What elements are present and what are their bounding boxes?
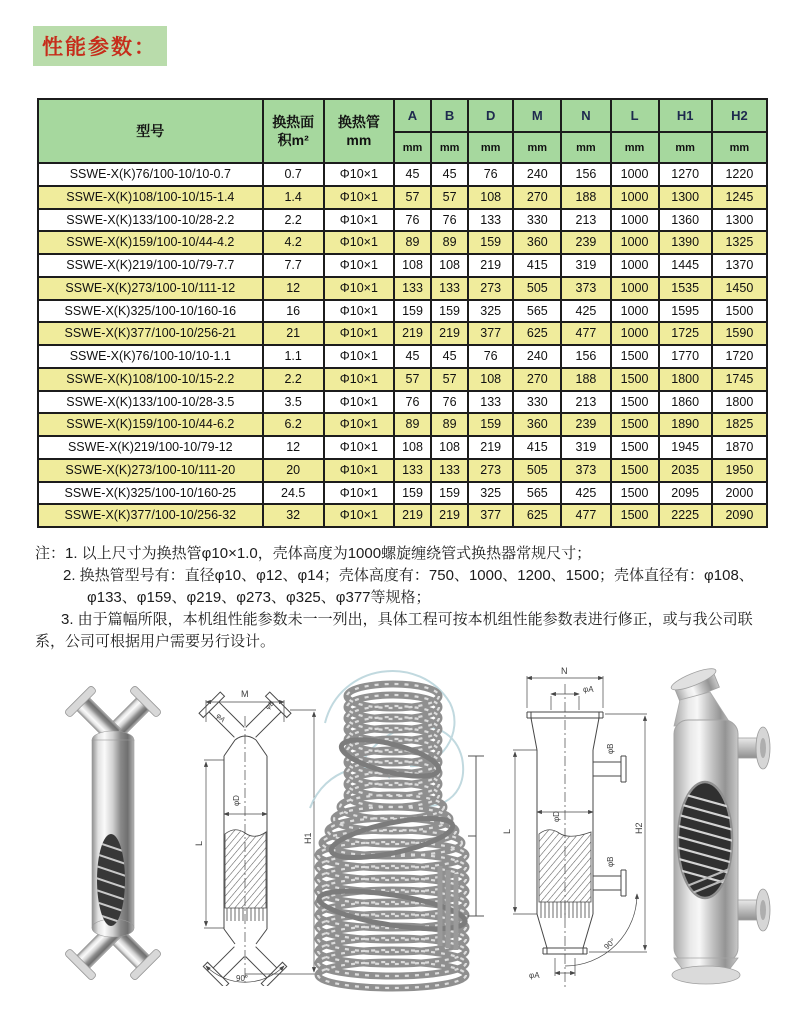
dim-cell: 1745 bbox=[712, 368, 767, 391]
dim-cell: 45 bbox=[394, 345, 431, 368]
table-row bbox=[38, 277, 767, 300]
dim-cell: 1000 bbox=[611, 186, 659, 209]
dim-cell: 325 bbox=[468, 482, 513, 505]
dim-cell: 360 bbox=[513, 413, 561, 436]
dim-cell: 1000 bbox=[611, 300, 659, 323]
model-cell: SSWE-X(K)377/100-10/256-32 bbox=[38, 504, 263, 527]
area-cell: 7.7 bbox=[263, 254, 324, 277]
dim-cell: 415 bbox=[513, 254, 561, 277]
dim-label-l: L bbox=[502, 828, 512, 834]
dim-cell: 1500 bbox=[611, 482, 659, 505]
tube-cell: Φ10×1 bbox=[324, 413, 394, 436]
col-header-area bbox=[263, 99, 324, 163]
dim-cell: 76 bbox=[394, 391, 431, 414]
tube-cell: Φ10×1 bbox=[324, 163, 394, 186]
dim-cell: 319 bbox=[561, 436, 610, 459]
area-cell: 2.2 bbox=[263, 368, 324, 391]
top-nozzle-left bbox=[240, 692, 291, 743]
tube-cell: Φ10×1 bbox=[324, 391, 394, 414]
model-cell: SSWE-X(K)273/100-10/111-12 bbox=[38, 277, 263, 300]
dim-cell: 159 bbox=[468, 413, 513, 436]
dim-label-d: φD bbox=[232, 795, 241, 806]
dim-cell: 1500 bbox=[611, 459, 659, 482]
dim-cell: 477 bbox=[561, 504, 610, 527]
large-exchanger-image bbox=[652, 662, 792, 992]
dim-cell: 1950 bbox=[712, 459, 767, 482]
dim-cell: 213 bbox=[561, 391, 610, 414]
dim-cell: 1890 bbox=[659, 413, 712, 436]
dim-cell: 89 bbox=[394, 231, 431, 254]
spec-table bbox=[37, 98, 768, 528]
dim-cell: 1220 bbox=[712, 163, 767, 186]
dim-cell: 108 bbox=[468, 186, 513, 209]
table-row bbox=[38, 300, 767, 323]
dim-cell: 219 bbox=[431, 322, 468, 345]
dim-cell: 425 bbox=[561, 482, 610, 505]
tube-cell: Φ10×1 bbox=[324, 186, 394, 209]
model-cell: SSWE-X(K)325/100-10/160-25 bbox=[38, 482, 263, 505]
unit-header: mm bbox=[468, 132, 513, 163]
dim-cell: 76 bbox=[431, 209, 468, 232]
area-cell: 12 bbox=[263, 277, 324, 300]
table-row bbox=[38, 322, 767, 345]
dim-cell: 1500 bbox=[611, 345, 659, 368]
dim-cell: 159 bbox=[394, 300, 431, 323]
unit-header: mm bbox=[712, 132, 767, 163]
dim-cell: 1725 bbox=[659, 322, 712, 345]
dim-cell: 2225 bbox=[659, 504, 712, 527]
dim-cell: 1000 bbox=[611, 254, 659, 277]
dim-cell: 76 bbox=[468, 345, 513, 368]
dim-cell: 108 bbox=[394, 436, 431, 459]
area-cell: 2.2 bbox=[263, 209, 324, 232]
dim-cell: 76 bbox=[468, 163, 513, 186]
dim-cell: 45 bbox=[431, 345, 468, 368]
note-line-1: 注：1. 以上尺寸为换热管φ10×1.0，壳体高度为1000螺旋缠绕管式换热器常规尺寸； bbox=[35, 545, 592, 562]
model-cell: SSWE-X(K)108/100-10/15-2.2 bbox=[38, 368, 263, 391]
unit-header: mm bbox=[611, 132, 659, 163]
dim-cell: 1000 bbox=[611, 209, 659, 232]
dim-cell: 219 bbox=[394, 504, 431, 527]
dim-label-b-lower: φB bbox=[606, 856, 615, 867]
dim-cell: 89 bbox=[431, 413, 468, 436]
col-header-dim: A bbox=[394, 99, 431, 132]
dim-cell: 1300 bbox=[659, 186, 712, 209]
table-row bbox=[38, 345, 767, 368]
dim-label-d: φD bbox=[552, 811, 561, 822]
model-cell: SSWE-X(K)377/100-10/256-21 bbox=[38, 322, 263, 345]
dim-label-b-upper: φB bbox=[606, 743, 615, 754]
dim-cell: 330 bbox=[513, 209, 561, 232]
col-header-dim: H2 bbox=[712, 99, 767, 132]
dim-label-h2: H2 bbox=[634, 822, 644, 834]
tube-cell: Φ10×1 bbox=[324, 436, 394, 459]
area-header-line2: 积m² bbox=[277, 132, 309, 148]
dim-cell: 377 bbox=[468, 504, 513, 527]
tube-cell: Φ10×1 bbox=[324, 459, 394, 482]
dim-cell: 108 bbox=[431, 254, 468, 277]
bottom-flange bbox=[672, 966, 740, 984]
area-cell: 21 bbox=[263, 322, 324, 345]
bottom-cone bbox=[224, 929, 267, 944]
tube-header-line1: 换热管 bbox=[337, 113, 380, 130]
dim-cell: 1000 bbox=[611, 322, 659, 345]
tube-cell: Φ10×1 bbox=[324, 504, 394, 527]
dim-cell: 219 bbox=[431, 504, 468, 527]
dim-cell: 1590 bbox=[712, 322, 767, 345]
dim-cell: 133 bbox=[431, 459, 468, 482]
dim-cell: 57 bbox=[431, 186, 468, 209]
dim-cell: 1325 bbox=[712, 231, 767, 254]
area-cell: 32 bbox=[263, 504, 324, 527]
tube-cell: Φ10×1 bbox=[324, 482, 394, 505]
dim-cell: 1500 bbox=[712, 300, 767, 323]
col-header-tube bbox=[324, 99, 394, 163]
col-header-dim: M bbox=[513, 99, 561, 132]
dim-cell: 319 bbox=[561, 254, 610, 277]
dim-cell: 1535 bbox=[659, 277, 712, 300]
dim-cell: 108 bbox=[468, 368, 513, 391]
dim-cell: 1500 bbox=[611, 368, 659, 391]
table-row bbox=[38, 436, 767, 459]
lower-right-nozzle bbox=[738, 889, 770, 931]
dim-label-h1: H1 bbox=[303, 832, 313, 844]
dim-label-angle: 90° bbox=[236, 974, 249, 983]
tube-cell: Φ10×1 bbox=[324, 277, 394, 300]
dim-cell: 108 bbox=[394, 254, 431, 277]
col-header-dim: H1 bbox=[659, 99, 712, 132]
dim-label-angle: 90° bbox=[602, 936, 618, 952]
dim-cell: 159 bbox=[431, 300, 468, 323]
col-header-dim: B bbox=[431, 99, 468, 132]
table-row bbox=[38, 163, 767, 186]
dim-cell: 2000 bbox=[712, 482, 767, 505]
upper-right-nozzle bbox=[738, 727, 770, 769]
dim-cell: 89 bbox=[431, 231, 468, 254]
height-dimension-line bbox=[468, 756, 484, 916]
dim-cell: 2090 bbox=[712, 504, 767, 527]
dim-cell: 133 bbox=[468, 209, 513, 232]
coil-bundle-image bbox=[300, 648, 485, 993]
tube-cell: Φ10×1 bbox=[324, 345, 394, 368]
notes-block bbox=[35, 543, 772, 653]
dim-cell: 1300 bbox=[712, 209, 767, 232]
dim-cell: 1800 bbox=[712, 391, 767, 414]
figure-photo-large-exchanger bbox=[652, 662, 792, 992]
model-cell: SSWE-X(K)133/100-10/28-2.2 bbox=[38, 209, 263, 232]
dim-cell: 373 bbox=[561, 459, 610, 482]
area-cell: 16 bbox=[263, 300, 324, 323]
dim-cell: 325 bbox=[468, 300, 513, 323]
table-row bbox=[38, 231, 767, 254]
table-row bbox=[38, 209, 767, 232]
dim-label-n: N bbox=[561, 666, 568, 676]
dim-cell: 1245 bbox=[712, 186, 767, 209]
model-cell: SSWE-X(K)133/100-10/28-3.5 bbox=[38, 391, 263, 414]
model-cell: SSWE-X(K)219/100-10/79-12 bbox=[38, 436, 263, 459]
area-cell: 0.7 bbox=[263, 163, 324, 186]
dim-label-m: M bbox=[241, 689, 249, 699]
dim-cell: 425 bbox=[561, 300, 610, 323]
dim-cell: 377 bbox=[468, 322, 513, 345]
dim-cell: 1825 bbox=[712, 413, 767, 436]
unit-header: mm bbox=[659, 132, 712, 163]
dim-cell: 1000 bbox=[611, 231, 659, 254]
dim-cell: 1870 bbox=[712, 436, 767, 459]
dim-label-b: φB bbox=[264, 699, 276, 712]
model-cell: SSWE-X(K)325/100-10/160-16 bbox=[38, 300, 263, 323]
dimension-lines bbox=[513, 676, 647, 976]
dim-cell: 159 bbox=[468, 231, 513, 254]
model-cell: SSWE-X(K)159/100-10/44-6.2 bbox=[38, 413, 263, 436]
dim-cell: 156 bbox=[561, 345, 610, 368]
dim-cell: 1390 bbox=[659, 231, 712, 254]
dim-cell: 57 bbox=[394, 186, 431, 209]
tube-cell: Φ10×1 bbox=[324, 254, 394, 277]
dim-cell: 1270 bbox=[659, 163, 712, 186]
dim-cell: 1000 bbox=[611, 277, 659, 300]
table-header bbox=[38, 99, 767, 163]
unit-header: mm bbox=[513, 132, 561, 163]
dim-cell: 2095 bbox=[659, 482, 712, 505]
dim-cell: 159 bbox=[431, 482, 468, 505]
dim-cell: 1500 bbox=[611, 413, 659, 436]
dim-cell: 240 bbox=[513, 345, 561, 368]
table-row bbox=[38, 254, 767, 277]
coil-bundle-hatch bbox=[539, 830, 591, 902]
table-row bbox=[38, 368, 767, 391]
dim-label-l: L bbox=[194, 840, 204, 846]
table-row bbox=[38, 391, 767, 414]
col-header-dim: N bbox=[561, 99, 610, 132]
dim-cell: 213 bbox=[561, 209, 610, 232]
dim-cell: 477 bbox=[561, 322, 610, 345]
table-body bbox=[38, 163, 767, 527]
area-cell: 3.5 bbox=[263, 391, 324, 414]
dim-cell: 240 bbox=[513, 163, 561, 186]
dim-cell: 625 bbox=[513, 504, 561, 527]
dim-cell: 76 bbox=[394, 209, 431, 232]
dim-cell: 45 bbox=[394, 163, 431, 186]
dim-cell: 188 bbox=[561, 368, 610, 391]
tube-cell: Φ10×1 bbox=[324, 368, 394, 391]
dim-cell: 1360 bbox=[659, 209, 712, 232]
tube-cell: Φ10×1 bbox=[324, 300, 394, 323]
dim-cell: 1370 bbox=[712, 254, 767, 277]
lower-side-nozzle bbox=[593, 870, 626, 896]
table-row bbox=[38, 482, 767, 505]
dim-cell: 505 bbox=[513, 277, 561, 300]
dim-cell: 219 bbox=[468, 254, 513, 277]
model-cell: SSWE-X(K)76/100-10/10-0.7 bbox=[38, 163, 263, 186]
dim-cell: 273 bbox=[468, 277, 513, 300]
dim-cell: 57 bbox=[394, 368, 431, 391]
dim-cell: 219 bbox=[468, 436, 513, 459]
area-cell: 6.2 bbox=[263, 413, 324, 436]
unit-header: mm bbox=[561, 132, 610, 163]
dim-cell: 1945 bbox=[659, 436, 712, 459]
dim-cell: 239 bbox=[561, 231, 610, 254]
dim-cell: 133 bbox=[394, 459, 431, 482]
dim-cell: 1500 bbox=[611, 391, 659, 414]
dim-cell: 239 bbox=[561, 413, 610, 436]
unit-header: mm bbox=[431, 132, 468, 163]
dim-cell: 1770 bbox=[659, 345, 712, 368]
col-header-dim: L bbox=[611, 99, 659, 132]
dim-cell: 133 bbox=[394, 277, 431, 300]
dim-cell: 89 bbox=[394, 413, 431, 436]
dim-cell: 57 bbox=[431, 368, 468, 391]
area-cell: 20 bbox=[263, 459, 324, 482]
area-header-line1: 换热面 bbox=[272, 113, 315, 130]
table-row bbox=[38, 186, 767, 209]
dim-label-a: φA bbox=[214, 712, 227, 724]
tube-header-line2: mm bbox=[346, 132, 372, 148]
dim-cell: 625 bbox=[513, 322, 561, 345]
dim-cell: 373 bbox=[561, 277, 610, 300]
area-cell: 1.1 bbox=[263, 345, 324, 368]
dim-cell: 1445 bbox=[659, 254, 712, 277]
coil-bundle-hatch bbox=[225, 830, 266, 908]
dim-cell: 133 bbox=[468, 391, 513, 414]
page-title: 性能参数： bbox=[33, 26, 167, 66]
dim-cell: 1500 bbox=[611, 504, 659, 527]
dim-cell: 505 bbox=[513, 459, 561, 482]
dim-cell: 159 bbox=[394, 482, 431, 505]
dim-cell: 273 bbox=[468, 459, 513, 482]
note-line-2: 2. 换热管型号有：直径φ10、φ12、φ14；壳体高度有：750、1000、1200、1500；壳体直径有：φ108、φ133、φ159、φ219、φ273、φ325、φ377等规格； bbox=[63, 567, 754, 606]
dim-cell: 188 bbox=[561, 186, 610, 209]
model-cell: SSWE-X(K)108/100-10/15-1.4 bbox=[38, 186, 263, 209]
note-line-3: 3. 由于篇幅所限，本机组性能参数未一一列出，具体工程可按本机组性能参数表进行修正，或与我公司联系，公司可根据用户需要另行设计。 bbox=[35, 611, 753, 650]
table-row bbox=[38, 413, 767, 436]
dim-cell: 1720 bbox=[712, 345, 767, 368]
table-row bbox=[38, 459, 767, 482]
dim-cell: 330 bbox=[513, 391, 561, 414]
table-row bbox=[38, 504, 767, 527]
slim-exchanger-image bbox=[38, 682, 188, 982]
col-header-dim: D bbox=[468, 99, 513, 132]
area-cell: 12 bbox=[263, 436, 324, 459]
area-cell: 1.4 bbox=[263, 186, 324, 209]
unit-header: mm bbox=[394, 132, 431, 163]
dim-cell: 156 bbox=[561, 163, 610, 186]
dim-cell: 1500 bbox=[611, 436, 659, 459]
tube-cell: Φ10×1 bbox=[324, 322, 394, 345]
dim-cell: 45 bbox=[431, 163, 468, 186]
dim-label-a-bottom: φA bbox=[529, 971, 540, 980]
dim-cell: 360 bbox=[513, 231, 561, 254]
figure-photo-slim-exchanger bbox=[38, 682, 188, 982]
model-cell: SSWE-X(K)273/100-10/111-20 bbox=[38, 459, 263, 482]
figure-drawing-side-nozzle-type bbox=[487, 662, 657, 992]
dim-cell: 565 bbox=[513, 482, 561, 505]
dim-cell: 270 bbox=[513, 186, 561, 209]
figure-photo-coil-bundle bbox=[300, 648, 485, 993]
upper-side-nozzle bbox=[593, 756, 626, 782]
dim-cell: 133 bbox=[431, 277, 468, 300]
tube-ends bbox=[541, 902, 589, 918]
side-nozzle-drawing bbox=[487, 662, 657, 992]
col-header-model: 型号 bbox=[38, 99, 263, 163]
dim-label-a-top: φA bbox=[583, 685, 594, 694]
model-cell: SSWE-X(K)76/100-10/10-1.1 bbox=[38, 345, 263, 368]
tube-cell: Φ10×1 bbox=[324, 209, 394, 232]
dim-cell: 76 bbox=[431, 391, 468, 414]
dim-cell: 1860 bbox=[659, 391, 712, 414]
dim-cell: 1450 bbox=[712, 277, 767, 300]
dim-cell: 1595 bbox=[659, 300, 712, 323]
vertical-tube-ends bbox=[440, 866, 456, 950]
dim-cell: 219 bbox=[394, 322, 431, 345]
area-cell: 24.5 bbox=[263, 482, 324, 505]
model-cell: SSWE-X(K)159/100-10/44-4.2 bbox=[38, 231, 263, 254]
model-cell: SSWE-X(K)219/100-10/79-7.7 bbox=[38, 254, 263, 277]
dim-cell: 1800 bbox=[659, 368, 712, 391]
dim-cell: 565 bbox=[513, 300, 561, 323]
area-cell: 4.2 bbox=[263, 231, 324, 254]
dim-cell: 415 bbox=[513, 436, 561, 459]
tube-cell: Φ10×1 bbox=[324, 231, 394, 254]
dim-cell: 108 bbox=[431, 436, 468, 459]
dim-cell: 1000 bbox=[611, 163, 659, 186]
dim-cell: 2035 bbox=[659, 459, 712, 482]
dim-cell: 270 bbox=[513, 368, 561, 391]
